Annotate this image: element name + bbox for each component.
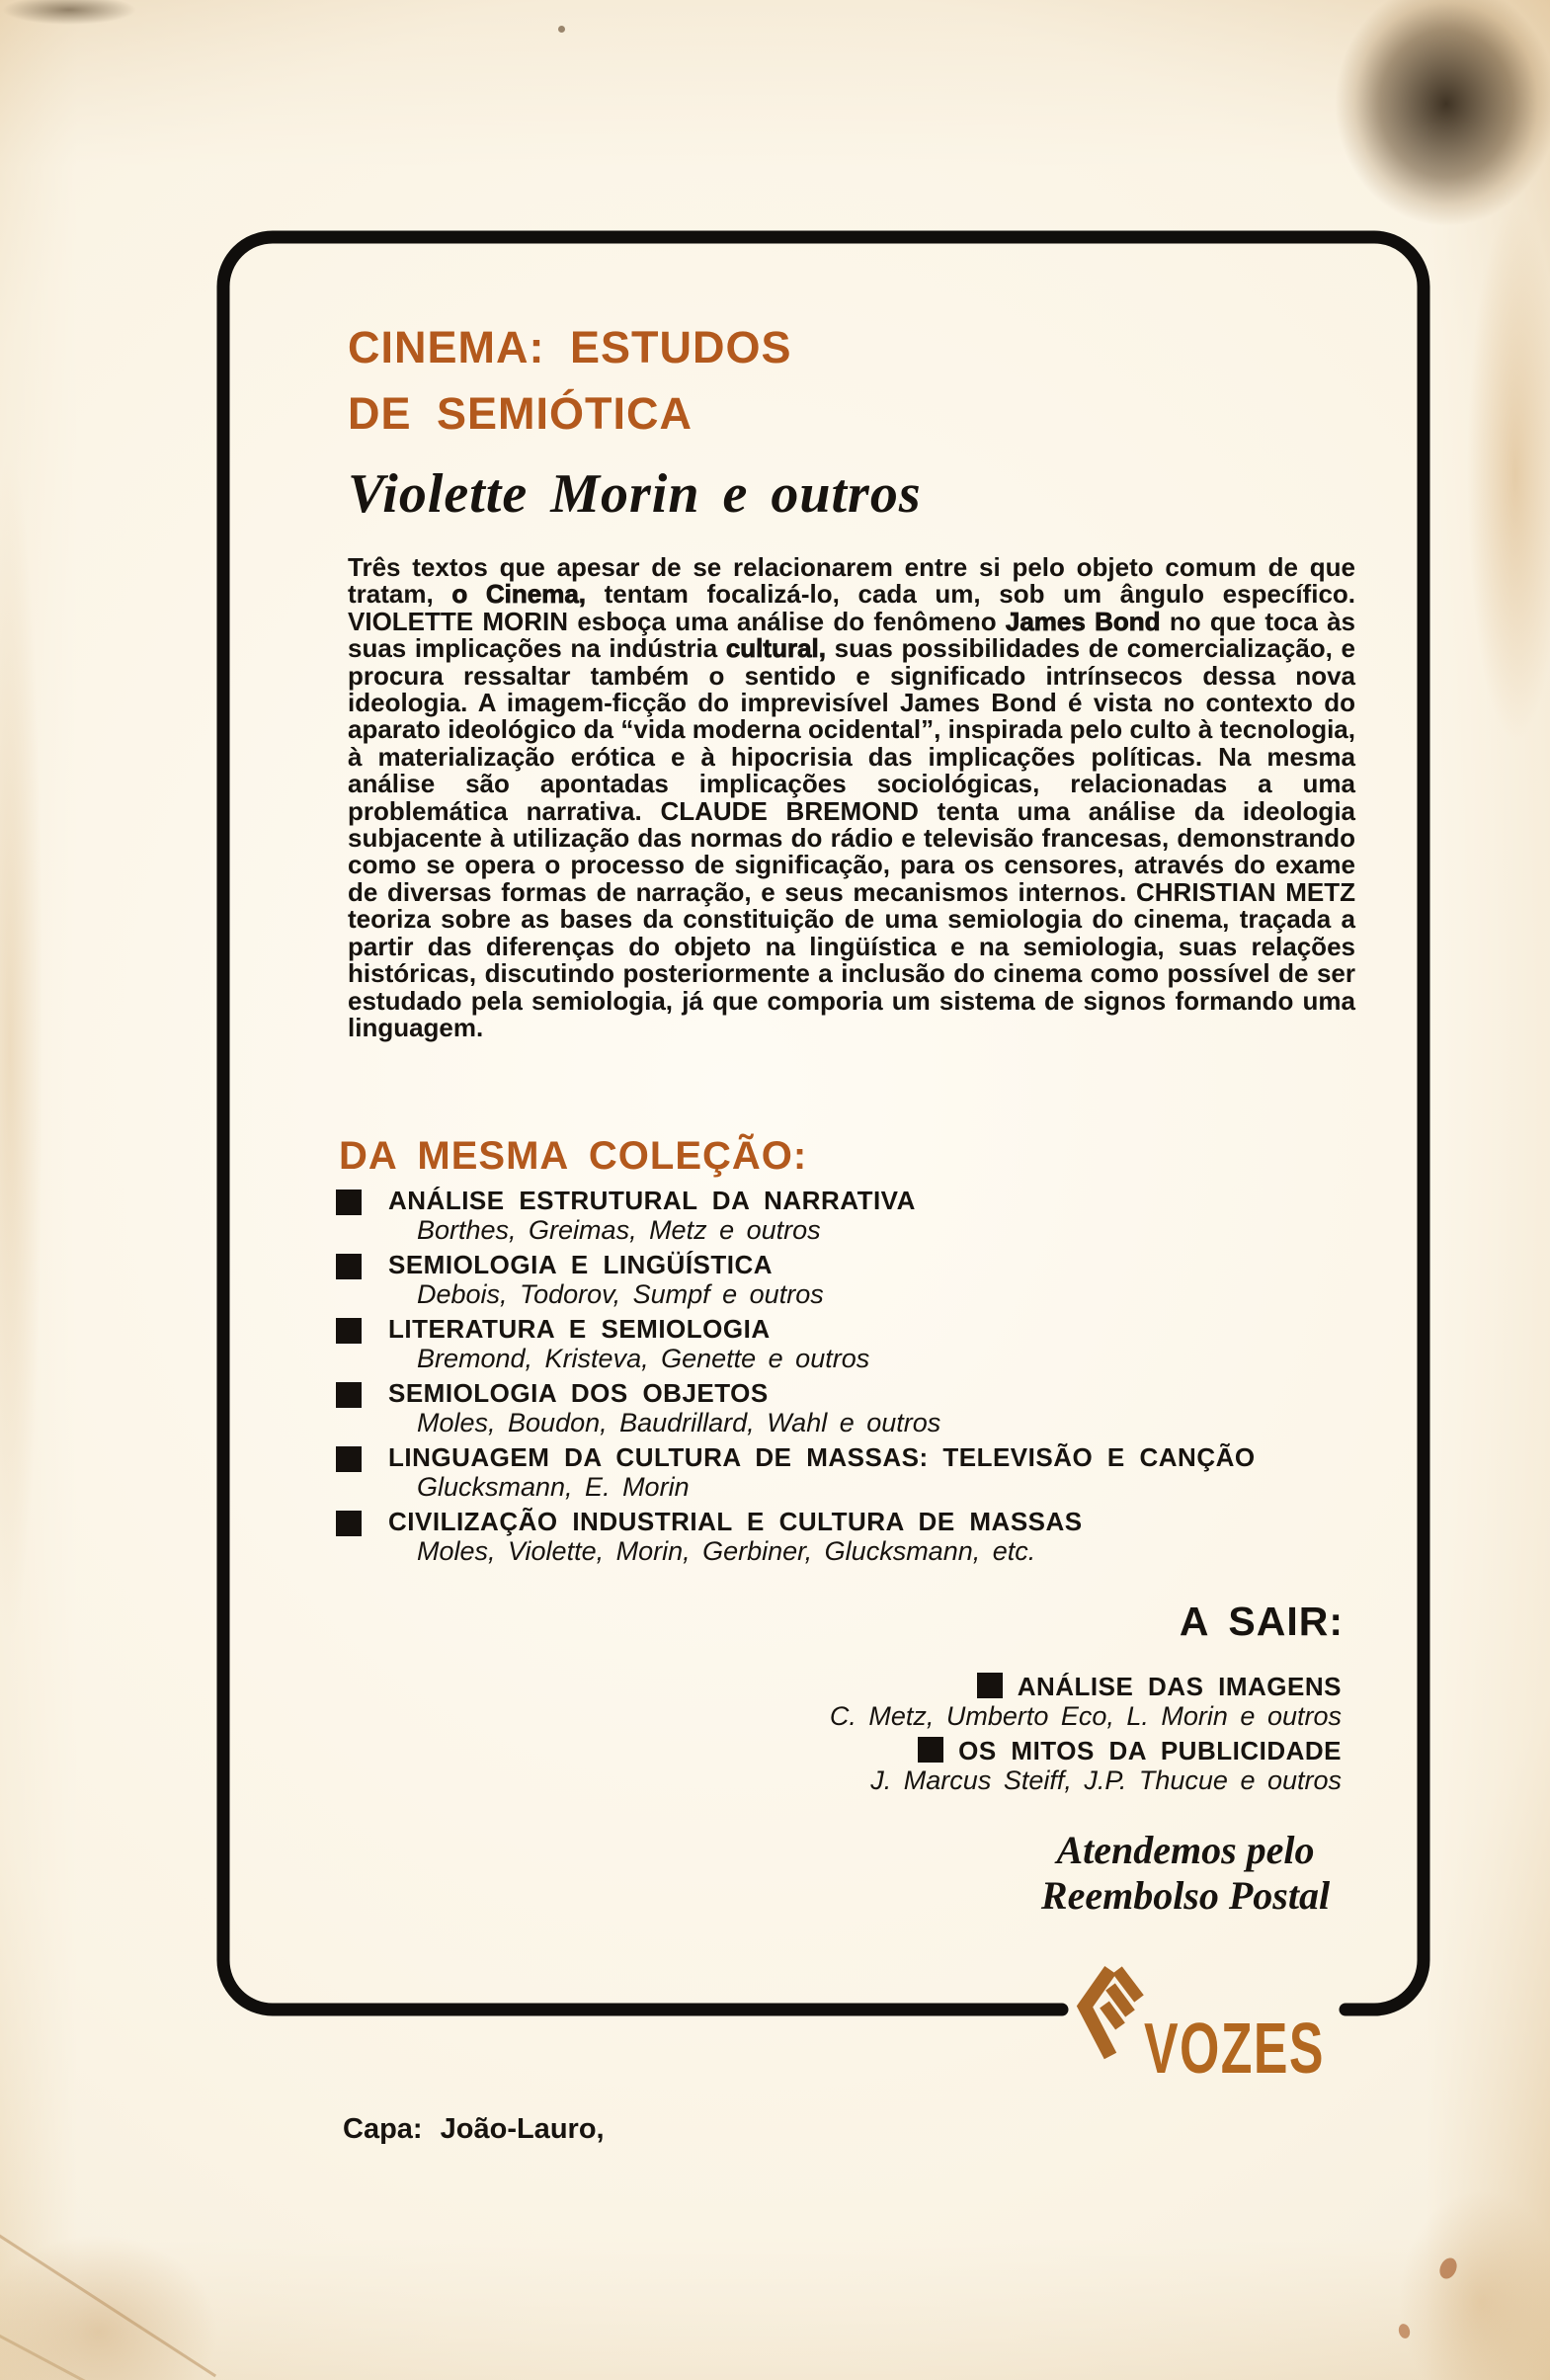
list-item-title: ANÁLISE DAS IMAGENS <box>1017 1672 1342 1701</box>
list-item-authors: J. Marcus Steiff, J.P. Thucue e outros <box>870 1765 1342 1795</box>
list-item-title: SEMIOLOGIA E LINGÜÍSTICA <box>388 1250 774 1279</box>
square-bullet-icon <box>336 1190 362 1215</box>
list-item-authors: Moles, Boudon, Baudrillard, Wahl e outros <box>417 1408 941 1437</box>
list-item-title: SEMIOLOGIA DOS OBJETOS <box>388 1378 769 1408</box>
synopsis-emphasis: James Bond <box>1005 606 1161 636</box>
list-item-title: ANÁLISE ESTRUTURAL DA NARRATIVA <box>388 1186 916 1215</box>
synopsis-text: suas possibilidades de comercialização, e procura ressaltar também o sentido e significado intrínsecos dessa nova ideologia. A imagem-ficção do imprevisível James Bond é vista no contexto do aparato ideológico da “vida moderna ocidental”, inspirada pelo culto à tecnologia, à materialização erótica e à hipocrisia das implicações políticas. Na mesma análise são apontadas implicações sociológicas, relacionadas a uma problemática narrativa. CLAUDE BREMOND tenta uma análise da ideologia subjacente à utilização das normas do rádio e televisão francesas, demonstrando como se opera o processo de significação, para os censores, através do exame de diversas formas de narração, e seus mecanismos internos. CHRISTIAN METZ teoriza sobre as bases da constituição de uma semiologia do cinema, traçada a partir das diferenças do objeto na lingüística e na semiologia, suas relações históricas, discutindo posteriormente a inclusão do cinema como possível de ser estudado pela semiologia, já que comporia um sistema de signos formando uma linguagem. <box>348 633 1356 1042</box>
square-bullet-icon <box>336 1382 362 1408</box>
list-item-title: LINGUAGEM DA CULTURA DE MASSAS: TELEVISÃO E CANÇÃO <box>388 1442 1256 1472</box>
title-line-1: CINEMA: ESTUDOS <box>348 322 792 372</box>
list-item-authors: C. Metz, Umberto Eco, L. Morin e outros <box>829 1701 1342 1731</box>
square-bullet-icon <box>977 1673 1003 1698</box>
mail-order-note <box>1027 1828 1344 1919</box>
list-item-authors: Debois, Todorov, Sumpf e outros <box>417 1279 824 1309</box>
collection-heading: DA MESMA COLEÇÃO: <box>339 1134 808 1178</box>
synopsis-emphasis: cultural, <box>725 633 826 664</box>
synopsis-text: Três textos que apesar de se relacionarem entre si pelo objeto comum de que tratam, <box>348 552 1355 610</box>
square-bullet-icon <box>336 1446 362 1472</box>
title-line-2: DE SEMIÓTICA <box>348 388 693 439</box>
synopsis-text: tentam focalizá-lo, cada um, sob um ângulo específico. VIOLETTE MORIN esboça uma análise do fenômeno <box>348 579 1356 636</box>
list-item <box>336 1442 1383 1502</box>
publisher-logo <box>1073 1960 1359 2089</box>
list-item-authors: Bremond, Kristeva, Genette e outros <box>417 1344 870 1373</box>
list-item <box>336 1378 1383 1437</box>
list-item <box>336 1507 1383 1566</box>
square-bullet-icon <box>336 1254 362 1279</box>
list-item <box>336 1250 1383 1309</box>
vozes-chevron-icon <box>1073 1960 1148 2073</box>
square-bullet-icon <box>336 1318 362 1344</box>
list-item <box>336 1186 1383 1245</box>
list-item-authors: Borthes, Greimas, Metz e outros <box>417 1215 821 1245</box>
list-item-title: OS MITOS DA PUBLICIDADE <box>958 1736 1342 1765</box>
list-item <box>632 1734 1342 1795</box>
mail-order-line-2: Reembolso Postal <box>1040 1873 1331 1918</box>
vozes-wordmark: VOZES <box>1144 2010 1325 2089</box>
list-item-authors: Glucksmann, E. Morin <box>417 1472 690 1502</box>
synopsis-emphasis: o Cinema, <box>451 579 587 610</box>
square-bullet-icon <box>918 1737 943 1763</box>
list-item-authors: Moles, Violette, Morin, Gerbiner, Glucksmann, etc. <box>417 1536 1036 1566</box>
mail-order-line-1: Atendemos pelo <box>1056 1828 1315 1872</box>
list-item <box>632 1670 1342 1731</box>
list-item-title: LITERATURA E SEMIOLOGIA <box>388 1314 771 1344</box>
square-bullet-icon <box>336 1511 362 1536</box>
book-title <box>348 314 792 447</box>
author-line: Violette Morin e outros <box>348 463 922 525</box>
synopsis-paragraph <box>348 554 1355 1041</box>
list-item-title: CIVILIZAÇÃO INDUSTRIAL E CULTURA DE MASSAS <box>388 1507 1083 1536</box>
list-item <box>336 1314 1383 1373</box>
collection-list <box>336 1186 1383 1571</box>
synopsis-text: no que toca às suas implicações na indústria <box>348 606 1355 664</box>
upcoming-heading: A SAIR: <box>1179 1599 1344 1644</box>
cover-credit: Capa: João-Lauro, <box>343 2113 605 2145</box>
upcoming-list <box>632 1670 1342 1798</box>
